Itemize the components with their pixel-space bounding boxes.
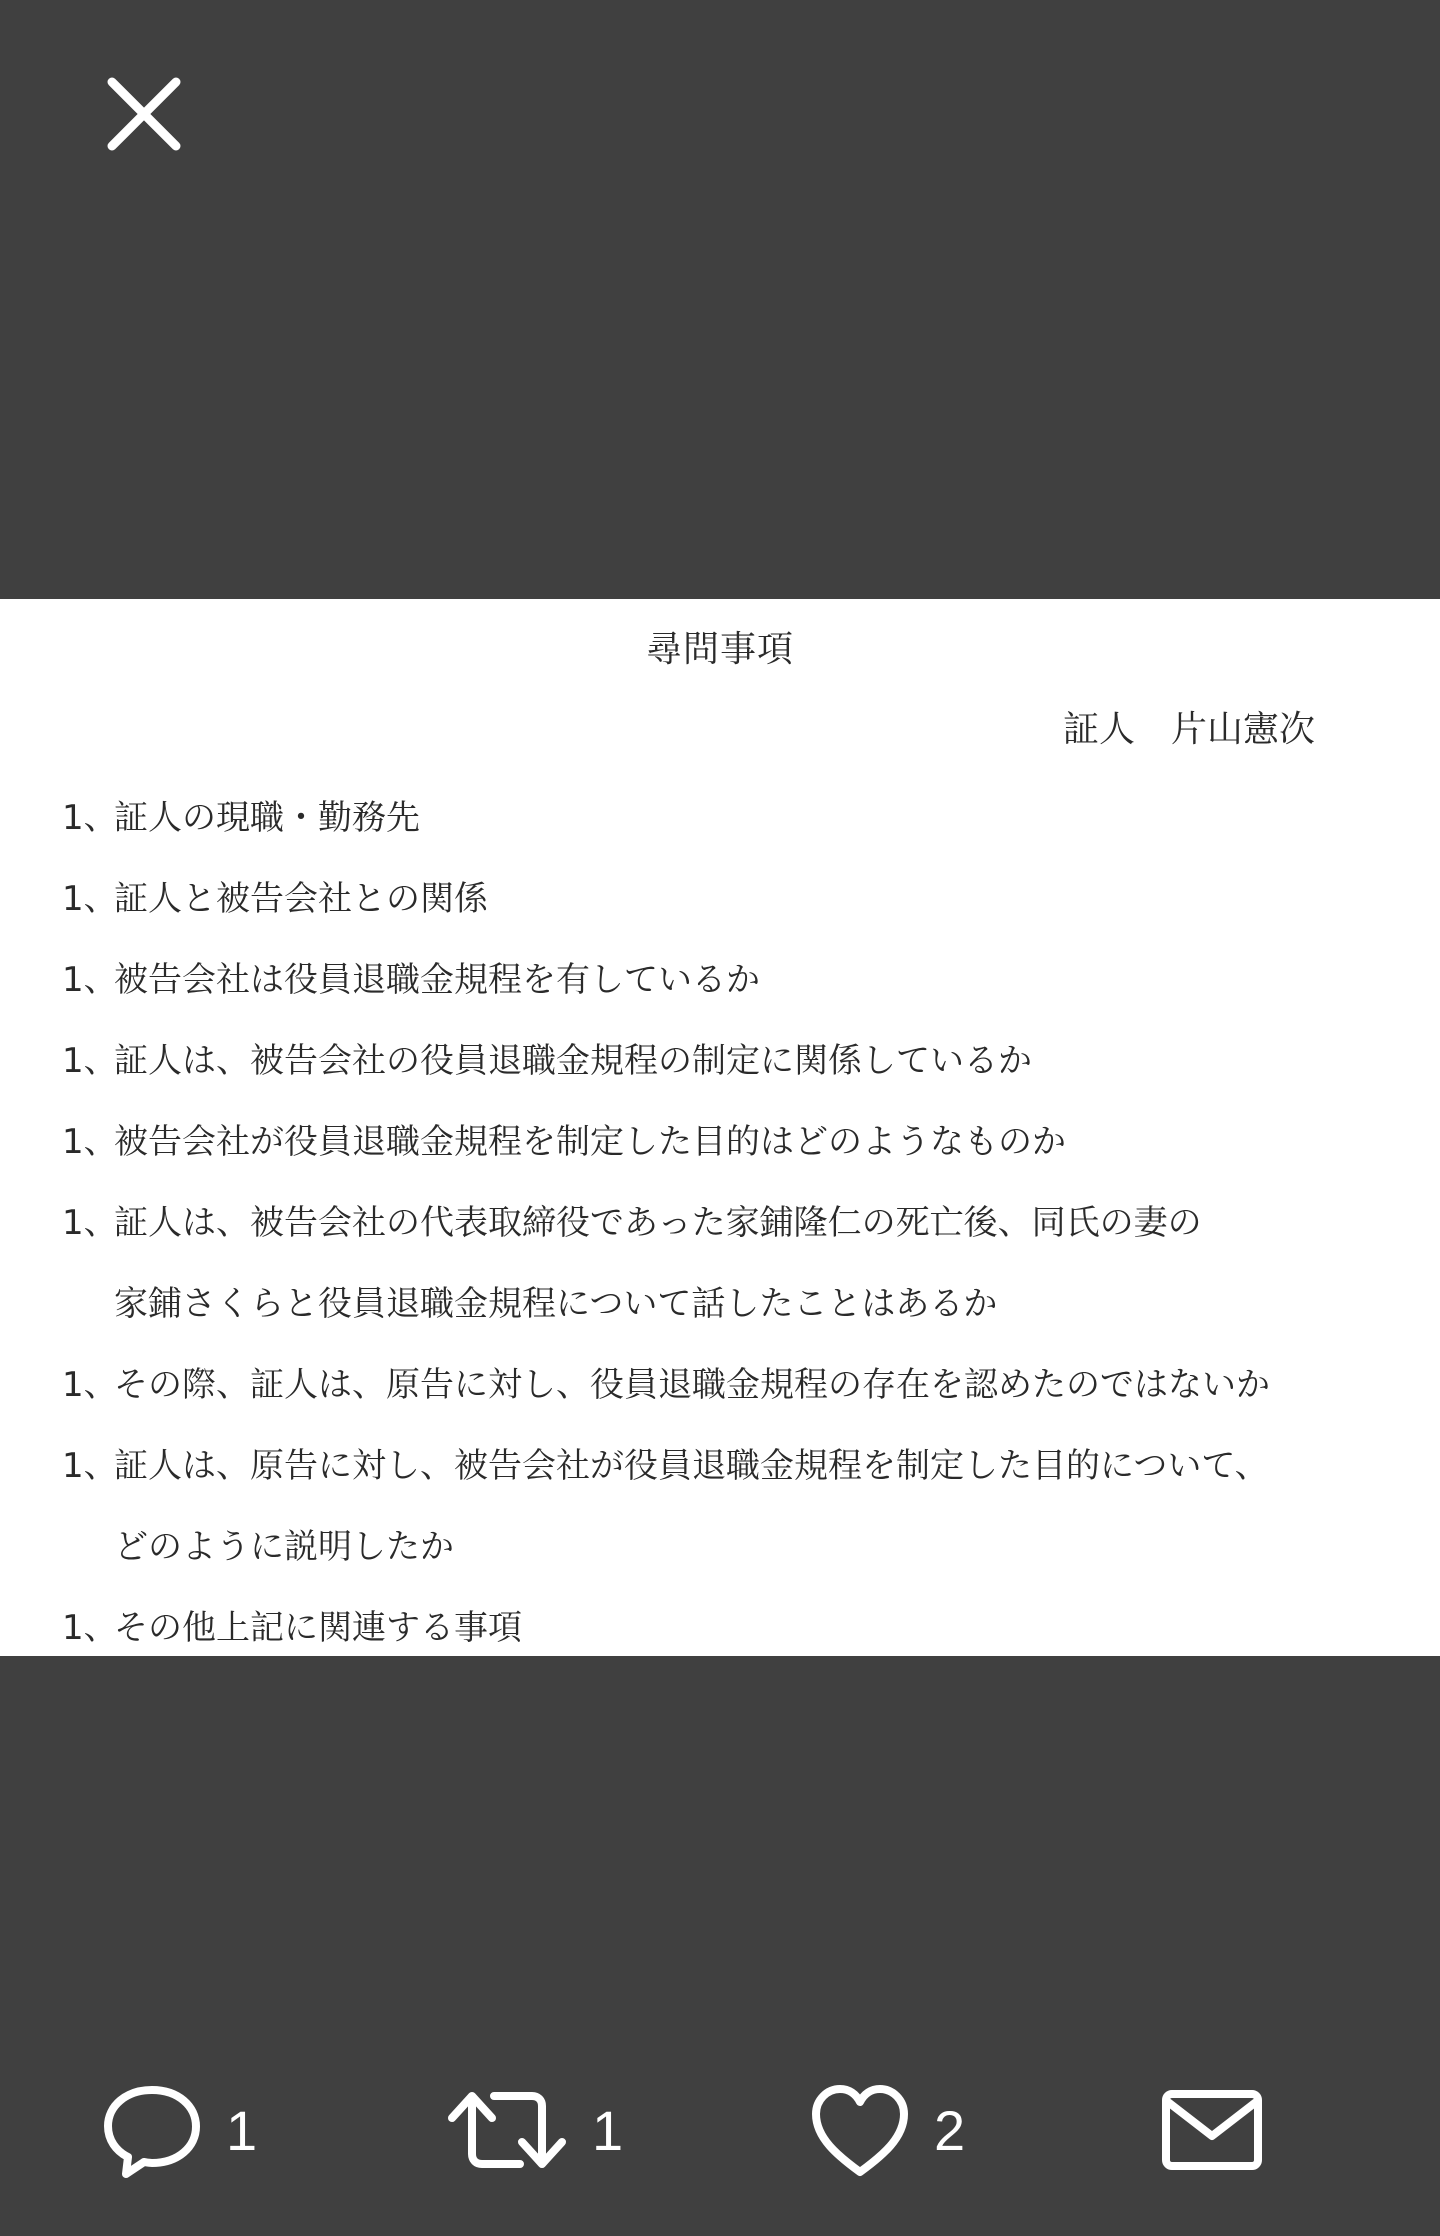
reply-icon [100,2078,204,2182]
item-number: 1、 [62,1608,118,1648]
like-count: 2 [934,2098,966,2162]
item-number: 1、 [62,798,118,838]
close-button[interactable] [100,70,188,158]
item-number: 1、 [62,1446,118,1486]
item-number: 1、 [62,960,118,1000]
retweet-button[interactable] [444,2070,623,2190]
document-item [62,1102,1402,1183]
action-bar [0,2070,1440,2190]
retweet-count: 1 [592,2098,624,2162]
item-text: 被告会社が役員退職金規程を制定した目的はどのようなものか [114,1122,1066,1162]
item-number: 1、 [62,879,118,919]
document-item [62,1345,1402,1426]
close-icon [100,70,188,158]
document-item [62,859,1402,940]
item-number: 1、 [62,1365,118,1405]
document-title: 尋問事項 [645,629,794,670]
document-image [0,599,1440,1656]
item-text: 被告会社は役員退職金規程を有しているか [114,960,760,1000]
item-text: 証人と被告会社との関係 [114,879,488,919]
item-text: 証人は、被告会社の代表取締役であった家鋪隆仁の死亡後、同氏の妻の 家鋪さくらと役員退職金規程について話したことはあるか [114,1203,1202,1324]
retweet-icon [444,2078,570,2182]
item-number: 1、 [62,1203,118,1243]
reply-count: 1 [226,2098,258,2162]
heart-icon [808,2078,912,2182]
document-item [62,1426,1402,1588]
item-text: 証人は、原告に対し、被告会社が役員退職金規程を制定した目的について、 どのように説明したか [114,1446,1269,1567]
document-item [62,778,1402,859]
like-button[interactable] [808,2070,965,2190]
item-text: その他上記に関連する事項 [114,1608,522,1648]
item-number: 1、 [62,1041,118,1081]
document-item [62,1588,1402,1669]
document-witness: 証人 片山憲次 [1062,709,1315,750]
item-number: 1、 [62,1122,118,1162]
message-button[interactable] [1160,2070,1264,2190]
item-text: 証人は、被告会社の役員退職金規程の制定に関係しているか [114,1041,1032,1081]
document-item [62,1021,1402,1102]
mail-icon [1160,2078,1264,2182]
document-items [62,778,1402,1669]
document-item [62,1183,1402,1345]
document-item [62,940,1402,1021]
reply-button[interactable] [100,2070,257,2190]
item-text: 証人の現職・勤務先 [114,798,420,838]
item-text: その際、証人は、原告に対し、役員退職金規程の存在を認めたのではないか [114,1365,1270,1405]
